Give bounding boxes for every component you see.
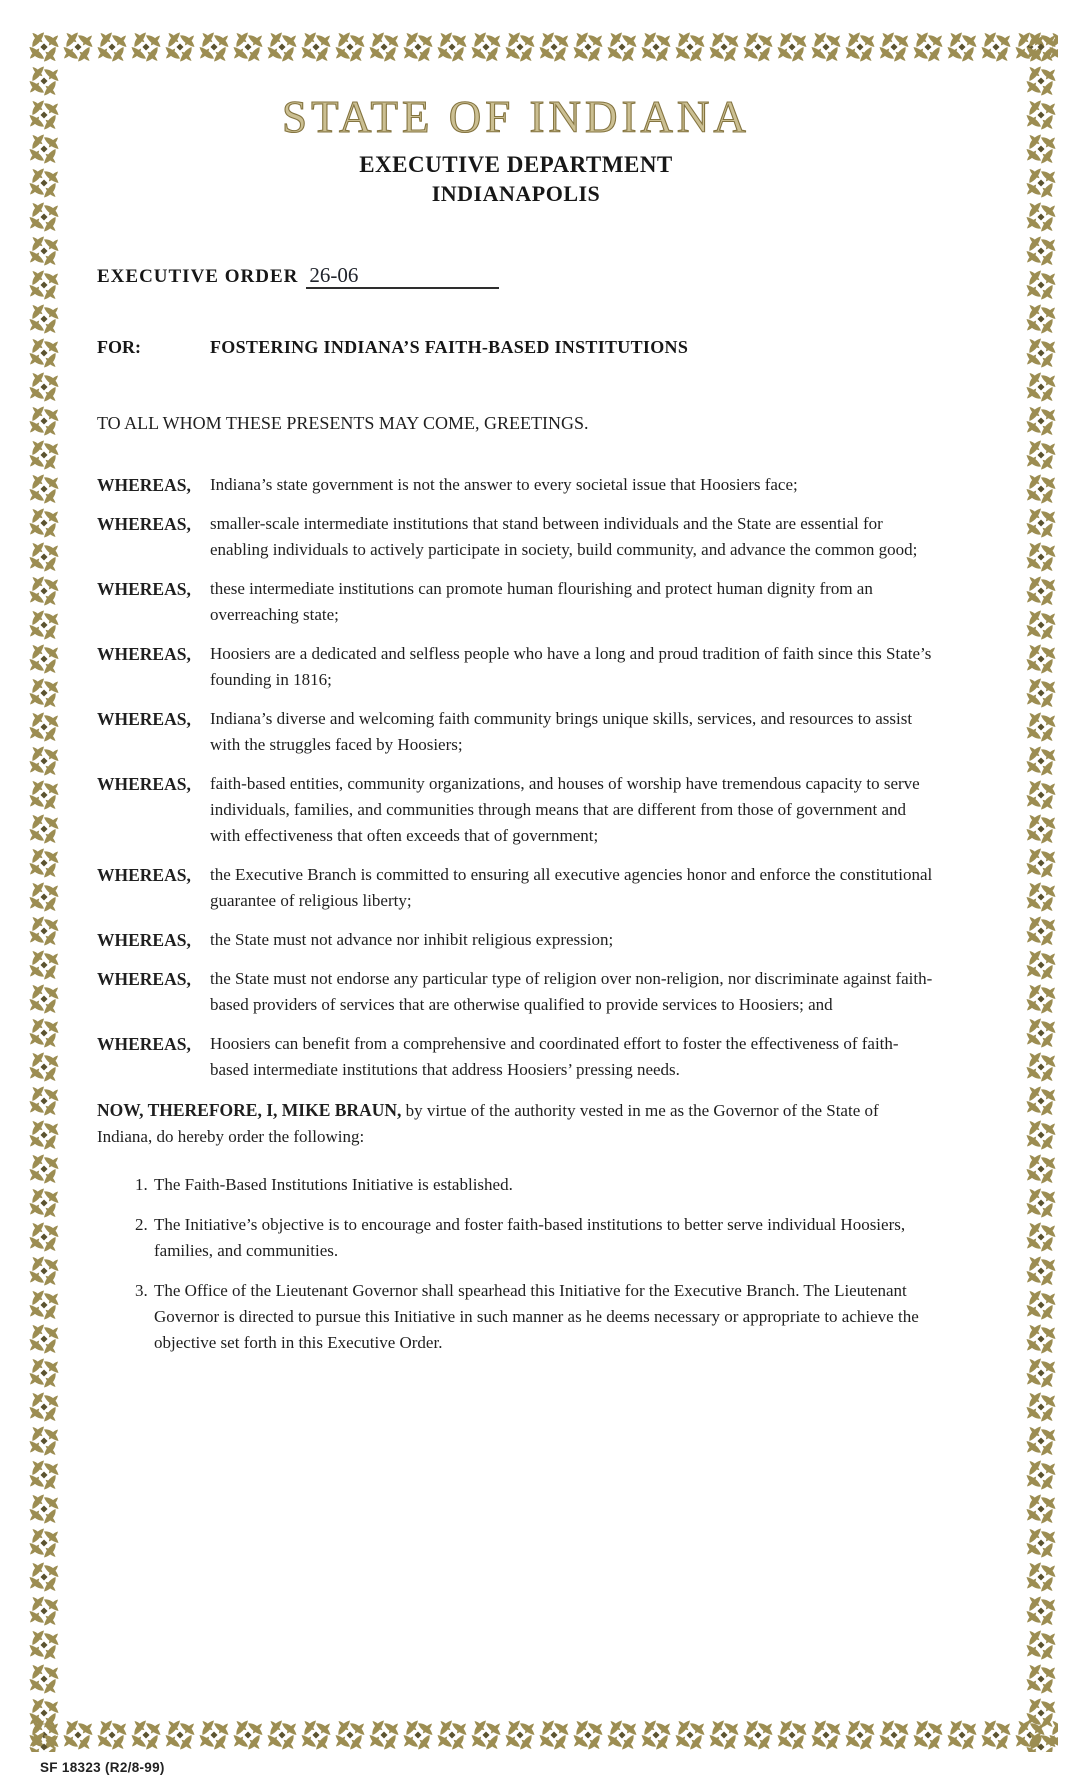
ordered-directive: 3. The Office of the Lieutenant Governor shall spearhead this Initiative for the Executive Branch. The Lieutenant Governor is directed to pursue this Initiative in such manner as he deems necessary or appropriate to achieve the objective set forth in this Executive Order. xyxy=(152,1278,935,1356)
whereas-label: WHEREAS, xyxy=(97,969,191,989)
greeting-line: TO ALL WHOM THESE PRESENTS MAY COME, GREETINGS. xyxy=(97,413,589,433)
whereas-clause xyxy=(97,771,935,849)
ordered-directive: 1. The Faith-Based Institutions Initiative is established. xyxy=(152,1172,935,1198)
state-title: STATE OF INDIANA xyxy=(282,92,750,142)
whereas-text: Hoosiers can benefit from a comprehensive and coordinated effort to foster the effectiveness of faith-based intermediate institutions that address Hoosiers’ pressing needs. xyxy=(210,1034,899,1079)
letterhead xyxy=(97,92,935,207)
whereas-label: WHEREAS, xyxy=(97,709,191,729)
for-label: FOR: xyxy=(97,337,141,357)
whereas-clause xyxy=(97,511,935,563)
therefore-bold: NOW, THEREFORE, I, MIKE BRAUN, xyxy=(97,1100,402,1120)
whereas-label: WHEREAS, xyxy=(97,475,191,495)
whereas-clause xyxy=(97,862,935,914)
whereas-text: the State must not endorse any particular type of religion over non-religion, nor discriminate against faith-based providers of services that are otherwise qualified to provide services to Hoosiers; and xyxy=(210,969,933,1014)
executive-order-number: 26-06 xyxy=(306,263,499,289)
whereas-label: WHEREAS, xyxy=(97,514,191,534)
whereas-label: WHEREAS, xyxy=(97,579,191,599)
whereas-text: Indiana’s state government is not the answer to every societal issue that Hoosiers face; xyxy=(210,475,798,494)
whereas-clause xyxy=(97,927,935,953)
executive-order-line xyxy=(97,263,935,290)
therefore-rest: by virtue of the authority vested in me as the Governor of the State of Indiana, do hereby order the following: xyxy=(97,1101,879,1146)
border-ornament-left-icon xyxy=(27,30,61,1752)
ordered-directives-list xyxy=(97,1172,935,1356)
whereas-text: the Executive Branch is committed to ensuring all executive agencies honor and enforce the constitutional guarantee of religious liberty; xyxy=(210,865,933,910)
form-number: SF 18323 (R2/8-99) xyxy=(40,1760,165,1775)
whereas-label: WHEREAS, xyxy=(97,644,191,664)
order-subject-title: FOSTERING INDIANA’S FAITH-BASED INSTITUTIONS xyxy=(210,337,689,357)
whereas-text: the State must not advance nor inhibit religious expression; xyxy=(210,930,614,949)
whereas-clause xyxy=(97,472,935,498)
whereas-clause xyxy=(97,576,935,628)
whereas-text: smaller-scale intermediate institutions that stand between individuals and the State are essential for enabling individuals to actively participate in society, build community, and advance the common good; xyxy=(210,514,918,559)
ordered-directive: 2. The Initiative’s objective is to encourage and foster faith-based institutions to better serve individual Hoosiers, families, and communities. xyxy=(152,1212,935,1264)
whereas-label: WHEREAS, xyxy=(97,930,191,950)
document-body xyxy=(97,88,935,1370)
whereas-label: WHEREAS, xyxy=(97,865,191,885)
border-ornament-bottom-icon xyxy=(27,1718,1058,1752)
whereas-clause xyxy=(97,706,935,758)
whereas-clause xyxy=(97,966,935,1018)
whereas-label: WHEREAS, xyxy=(97,1034,191,1054)
whereas-list xyxy=(97,472,935,1083)
indianapolis-line: INDIANAPOLIS xyxy=(431,181,601,206)
whereas-text: Hoosiers are a dedicated and selfless people who have a long and proud tradition of faith since this State’s founding in 1816; xyxy=(210,644,932,689)
whereas-clause xyxy=(97,1031,935,1083)
whereas-text: these intermediate institutions can promote human flourishing and protect human dignity from an overreaching state; xyxy=(210,579,873,624)
executive-order-label: EXECUTIVE ORDER xyxy=(97,266,299,287)
whereas-label: WHEREAS, xyxy=(97,774,191,794)
therefore-paragraph xyxy=(97,1097,935,1150)
whereas-clause xyxy=(97,641,935,693)
border-ornament-top-icon xyxy=(27,30,1058,64)
whereas-text: Indiana’s diverse and welcoming faith community brings unique skills, services, and resources to assist with the struggles faced by Hoosiers; xyxy=(210,709,913,754)
whereas-text: faith-based entities, community organizations, and houses of worship have tremendous capacity to serve individuals, families, and communities through means that are different from those of government and with effectiveness that often exceeds that of government; xyxy=(210,774,920,845)
executive-department-line: EXECUTIVE DEPARTMENT xyxy=(359,152,673,177)
border-ornament-right-icon xyxy=(1024,30,1058,1752)
for-row xyxy=(97,334,935,360)
